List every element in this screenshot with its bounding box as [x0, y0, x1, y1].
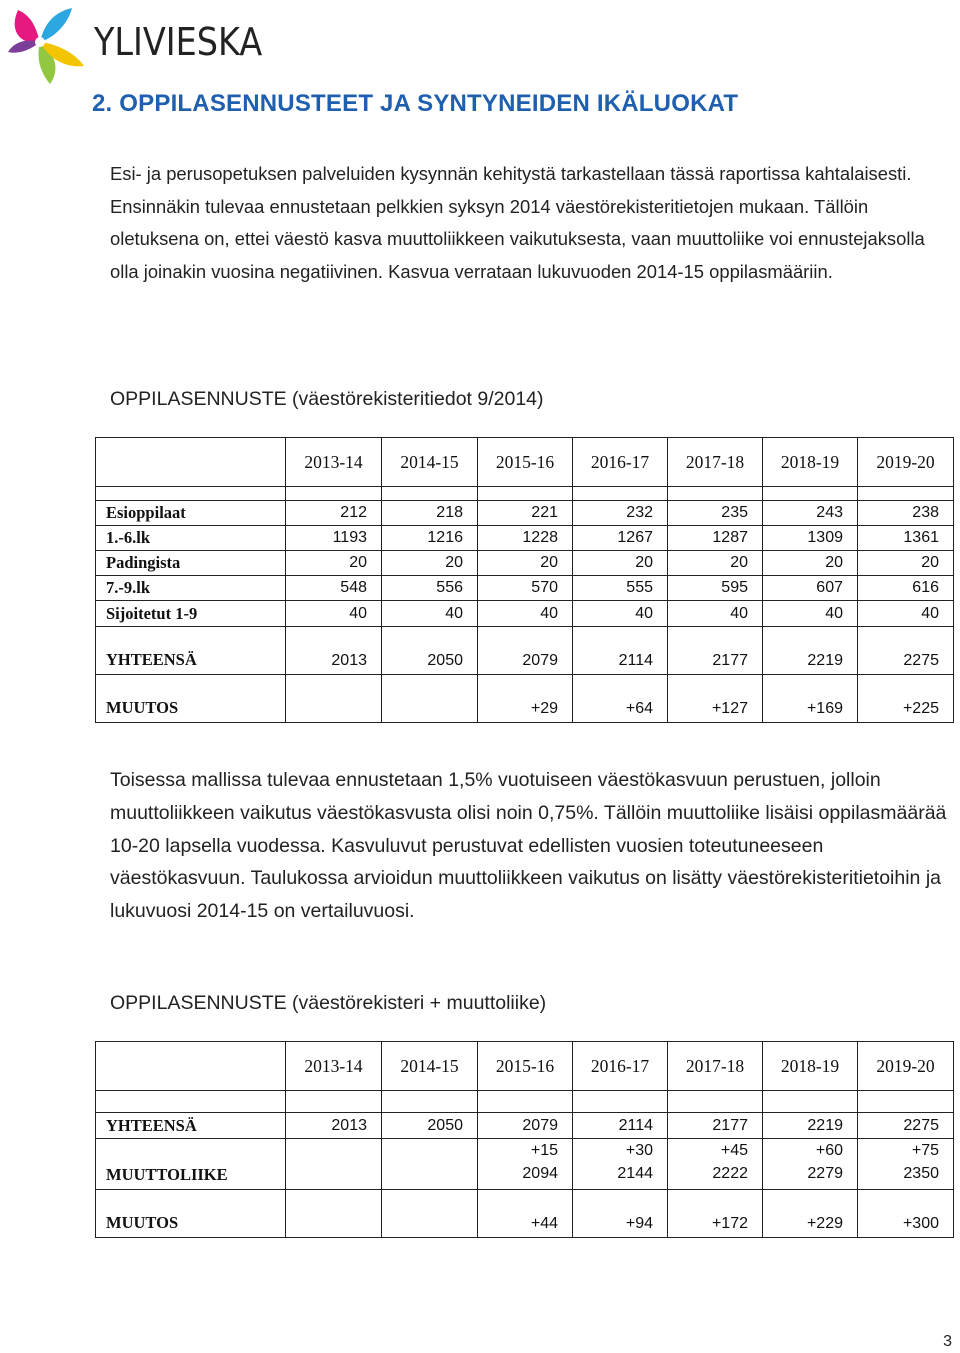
section-title: 2. OPPILASENNUSTEET JA SYNTYNEIDEN IKÄLUOKAT	[92, 90, 739, 117]
table1-title: OPPILASENNUSTE (väestörekisteritiedot 9/2014)	[110, 388, 544, 410]
table-cell: 212	[286, 501, 382, 526]
spacer-row	[96, 1091, 954, 1113]
page-number: 3	[943, 1333, 952, 1350]
table-cell: 1361	[858, 526, 954, 551]
year-cell: 2019-20	[858, 1042, 954, 1091]
table-cell: 2114	[573, 627, 668, 675]
row-label: YHTEENSÄ	[96, 627, 286, 675]
table-cell: 1216	[382, 526, 478, 551]
table-cell: 616	[858, 576, 954, 601]
table-cell: 2219	[763, 1113, 858, 1139]
table-cell	[382, 1190, 478, 1238]
row-label: MUUTOS	[96, 675, 286, 723]
table-cell: +94	[573, 1190, 668, 1238]
year-cell: 2013-14	[286, 438, 382, 487]
table-cell: +169	[763, 675, 858, 723]
table-cell: 2177	[668, 1113, 763, 1139]
table-cell: 221	[478, 501, 573, 526]
row-label: MUUTTOLIIKE	[96, 1139, 286, 1190]
table-cell: 20	[668, 551, 763, 576]
table-cell: 20	[573, 551, 668, 576]
table-cell: +225	[858, 675, 954, 723]
total-row	[96, 627, 954, 675]
table-cell: 2013	[286, 627, 382, 675]
table-cell: +30 2144	[573, 1139, 668, 1190]
row-label: MUUTOS	[96, 1190, 286, 1238]
table-cell: +29	[478, 675, 573, 723]
table-cell: +75 2350	[858, 1139, 954, 1190]
table-cell: +60 2279	[763, 1139, 858, 1190]
table-cell: 570	[478, 576, 573, 601]
year-cell: 2015-16	[478, 438, 573, 487]
total-row	[96, 1113, 954, 1139]
year-cell: 2013-14	[286, 1042, 382, 1091]
table-cell: 218	[382, 501, 478, 526]
table-cell: 556	[382, 576, 478, 601]
intro-paragraph: Esi- ja perusopetuksen palveluiden kysynnän kehitystä tarkastellaan tässä raportissa kahtalaisesti. Ensinnäkin tulevaa ennustetaan pelkkien syksyn 2014 väestörekisteritietojen mukaan. Tällöin oletuksena on, ettei väestö kasva muuttoliikkeen vaikutuksesta, vaan muuttoliike voi ennustejaksolla olla joinakin vuosina negatiivinen. Kasvua verrataan lukuvuoden 2014-15 oppilasmääriin.	[110, 163, 925, 282]
year-cell: 2017-18	[668, 438, 763, 487]
table-cell: +127	[668, 675, 763, 723]
table-cell	[286, 675, 382, 723]
method-paragraph: Toisessa mallissa tulevaa ennustetaan 1,5% vuotuiseen väestökasvuun perustuen, jolloin muuttoliikkeen vaikutus väestökasvusta olisi noin 0,75%. Tällöin muuttoliike lisäisi oppilasmäärää 10-20 lapsella vuodessa. Kasvuluvut perustuvat edellisten vuosien toteutuneeseen väestökasvuun. Taulukossa arvioidun muuttoliikkeen vaikutus on lisätty väestörekisteritietoihin ja lukuvuosi 2014-15 on vertailuvuosi.	[110, 769, 947, 923]
table-cell: +229	[763, 1190, 858, 1238]
table-cell: 2275	[858, 627, 954, 675]
row-label: YHTEENSÄ	[96, 1113, 286, 1139]
table-cell: +45 2222	[668, 1139, 763, 1190]
table-cell: 238	[858, 501, 954, 526]
forecast-table-2	[95, 1041, 954, 1238]
corner-cell	[96, 1042, 286, 1091]
year-header-row	[96, 1042, 954, 1091]
table-cell: 20	[478, 551, 573, 576]
table-cell: 1228	[478, 526, 573, 551]
spacer-row	[96, 487, 954, 501]
year-cell: 2016-17	[573, 1042, 668, 1091]
year-cell: 2018-19	[763, 1042, 858, 1091]
table-cell: 232	[573, 501, 668, 526]
table-cell: 40	[763, 601, 858, 627]
migration-row	[96, 1139, 954, 1190]
row-label: 1.-6.lk	[96, 526, 286, 551]
table2-title: OPPILASENNUSTE (väestörekisteri + muuttoliike)	[110, 992, 547, 1014]
year-cell: 2019-20	[858, 438, 954, 487]
row-label: Sijoitetut 1-9	[96, 601, 286, 627]
year-cell: 2015-16	[478, 1042, 573, 1091]
forecast-table-1	[95, 437, 954, 723]
table-cell: 1287	[668, 526, 763, 551]
table-cell: 40	[286, 601, 382, 627]
table-cell: 2079	[478, 1113, 573, 1139]
row-label: Esioppilaat	[96, 501, 286, 526]
table-cell: +44	[478, 1190, 573, 1238]
table-cell: 2114	[573, 1113, 668, 1139]
table-row	[96, 526, 954, 551]
table-cell: 2013	[286, 1113, 382, 1139]
table-cell: 1267	[573, 526, 668, 551]
table-cell: 2177	[668, 627, 763, 675]
year-cell: 2017-18	[668, 1042, 763, 1091]
table-cell: 2079	[478, 627, 573, 675]
table-row	[96, 601, 954, 627]
row-label: 7.-9.lk	[96, 576, 286, 601]
table-cell: 1309	[763, 526, 858, 551]
table-cell: +300	[858, 1190, 954, 1238]
table-cell	[382, 675, 478, 723]
table-cell: 40	[668, 601, 763, 627]
table-cell: 595	[668, 576, 763, 601]
table-cell: +64	[573, 675, 668, 723]
table-cell: 40	[573, 601, 668, 627]
table-row	[96, 551, 954, 576]
table-cell: +172	[668, 1190, 763, 1238]
change-row	[96, 675, 954, 723]
table-cell: 2050	[382, 1113, 478, 1139]
corner-cell	[96, 438, 286, 487]
table-cell: 243	[763, 501, 858, 526]
table-cell: 40	[382, 601, 478, 627]
table-cell: 20	[286, 551, 382, 576]
table-cell: 40	[858, 601, 954, 627]
table-cell: +15 2094	[478, 1139, 573, 1190]
table-cell	[286, 1190, 382, 1238]
table-cell: 607	[763, 576, 858, 601]
table-row	[96, 576, 954, 601]
change-row	[96, 1190, 954, 1238]
ylivieska-logo-icon	[6, 2, 90, 86]
table-cell: 235	[668, 501, 763, 526]
year-cell: 2014-15	[382, 1042, 478, 1091]
row-label: Padingista	[96, 551, 286, 576]
table-cell: 20	[763, 551, 858, 576]
table-row	[96, 501, 954, 526]
year-header-row	[96, 438, 954, 487]
table-cell: 20	[382, 551, 478, 576]
brand-name: YLIVIESKA	[94, 20, 263, 64]
year-cell: 2018-19	[763, 438, 858, 487]
year-cell: 2014-15	[382, 438, 478, 487]
table-cell: 1193	[286, 526, 382, 551]
table-cell: 2050	[382, 627, 478, 675]
table-cell: 40	[478, 601, 573, 627]
table-cell: 20	[858, 551, 954, 576]
table-cell	[382, 1139, 478, 1190]
table-cell: 548	[286, 576, 382, 601]
table-cell: 2275	[858, 1113, 954, 1139]
table-cell	[286, 1139, 382, 1190]
table-cell: 555	[573, 576, 668, 601]
table-cell: 2219	[763, 627, 858, 675]
year-cell: 2016-17	[573, 438, 668, 487]
